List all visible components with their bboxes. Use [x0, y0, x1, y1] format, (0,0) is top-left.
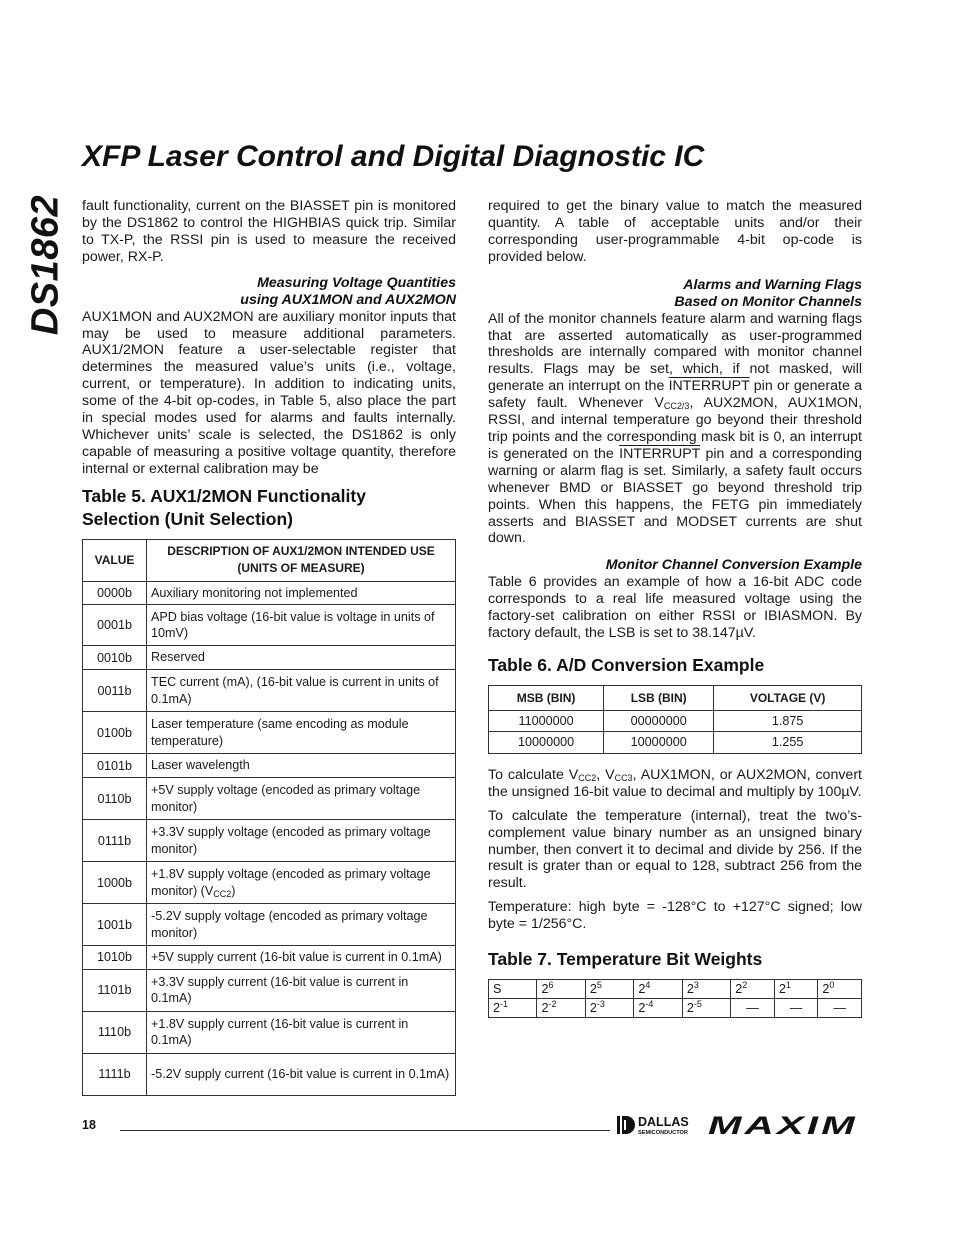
table7-row-2 [489, 999, 862, 1018]
temperature-range-paragraph: Temperature: high byte = -128°C to +127°C signed; low byte = 1/256°C. [488, 899, 862, 933]
weight-exponent: -5 [693, 999, 702, 1010]
table-row [83, 754, 456, 778]
right-intro-paragraph: required to get the binary value to match the measured quantity. A table of acceptable units and/or their corresponding user-programmable 4-bit op-code is provided below. [488, 198, 862, 265]
table-row [83, 581, 456, 605]
table5-value-cell: 0101b [83, 754, 147, 778]
table5-value-cell: 0110b [83, 778, 147, 820]
table5-desc-cell: APD bias voltage (16-bit value is voltage in units of 10mV) [147, 605, 456, 646]
vcc3-subscript: CC3 [614, 772, 633, 783]
table7-dash-cell: — [774, 999, 818, 1018]
vcc23-subscript: CC2/3 [663, 401, 690, 412]
weight-base: 2 [541, 1001, 549, 1016]
table5-title [82, 485, 456, 531]
table5-value-cell: 1001b [83, 904, 147, 946]
table7-weight-cell [489, 999, 537, 1018]
table5-header-desc-line-2: (UNITS OF MEASURE) [237, 561, 365, 576]
table7-sign-cell: S [489, 980, 537, 999]
table7-weight-cell [585, 980, 633, 999]
table7-dash-cell: — [818, 999, 862, 1018]
table7-title: Table 7. Temperature Bit Weights [488, 949, 763, 970]
table5-value-cell: 1111b [83, 1053, 147, 1095]
table5-desc-cell: +3.3V supply current (16-bit value is current in 0.1mA) [147, 969, 456, 1011]
footer-rule [120, 1130, 610, 1131]
table5-value-cell: 1110b [83, 1011, 147, 1053]
weight-base: 2 [735, 982, 743, 997]
table-row [83, 969, 456, 1011]
weight-base: 2 [686, 982, 694, 997]
table7-weight-cell [585, 999, 633, 1018]
calc-voltage-text-3: , AUX1MON, or AUX2MON, convert the unsigned 16-bit value to decimal and multiply by 100µV. [488, 766, 862, 800]
table5-value-cell: 0010b [83, 646, 147, 670]
table7-weight-cell [537, 999, 585, 1018]
table5-value-cell: 0100b [83, 712, 147, 754]
interrupt-signal-name: INTERRUPT [668, 378, 750, 395]
weight-exponent: 3 [693, 980, 699, 991]
table7-weight-cell [682, 999, 730, 1018]
weight-base: 2 [589, 1001, 597, 1016]
alarms-heading-line-1: Alarms and Warning Flags [683, 276, 862, 293]
row-1000b-desc-text: +1.8V supply voltage (encoded as primary voltage monitor) (V [151, 866, 431, 898]
alarms-text-part-4: pin and a corresponding warning or alarm flag is set. Similarly, a safety fault occurs whenever BMD or BIASSET go beyond threshold trip points. When this happens, the FETG pin immediately asserts and BIASSET and MODSET currents are shut down. [488, 445, 862, 547]
weight-base: 2 [493, 1001, 501, 1016]
table6-header-lsb: LSB (BIN) [604, 685, 714, 710]
aux-monitor-paragraph: AUX1MON and AUX2MON are auxiliary monitor inputs that may be used to measure additional parameters. AUX1/2MON feature a user-selectable register that determines the measured value’s units (i.e., voltage, current, or temperature). In addition to indicating units, some of the 4-bit op-codes, in Table 5, also place the part in special modes used for alarms and faults internally. Whichever units’ scale is selected, the DS1862 is only capable of measuring a positive voltage quantity, therefore internal or external calibration may be [82, 308, 456, 477]
row-1000b-close-paren: ) [231, 883, 236, 898]
table-row [83, 1053, 456, 1095]
table5-title-line-1: Table 5. AUX1/2MON Functionality [82, 485, 366, 506]
weight-base: 2 [686, 1001, 694, 1016]
voltage-heading-line-1: Measuring Voltage Quantities [257, 274, 456, 291]
weight-exponent: 0 [829, 980, 835, 991]
voltage-heading-line-2: using AUX1MON and AUX2MON [240, 291, 456, 308]
page-title: XFP Laser Control and Digital Diagnostic IC [82, 140, 705, 173]
dallas-wordmark: DALLAS [638, 1115, 689, 1129]
table5-header-description [147, 539, 456, 581]
table5-desc-cell: Reserved [147, 646, 456, 670]
table5-desc-cell [147, 862, 456, 904]
table6-msb-cell: 11000000 [489, 710, 604, 731]
weight-base: 2 [822, 982, 830, 997]
table7-weight-cell [634, 999, 682, 1018]
table-row [83, 946, 456, 970]
alarms-text-part-1: All of the monitor channels feature alarm and warning flags that are asserted automatically as user-programmed thresholds are internally compared with monitor channel results. Flags may be set, which, if not masked, will generate an interrupt on the [488, 310, 862, 395]
table5-value-cell: 0111b [83, 820, 147, 862]
table7-row-1 [489, 980, 862, 999]
weight-base: 2 [638, 1001, 646, 1016]
vcc2-subscript: CC2 [578, 772, 597, 783]
dallas-semiconductor-logo [616, 1113, 706, 1137]
table7-weight-cell [682, 980, 730, 999]
weight-exponent: -2 [548, 999, 557, 1010]
weight-exponent: -1 [500, 999, 509, 1010]
left-column [82, 198, 456, 1096]
interrupt-signal-name-2: INTERRUPT [619, 445, 701, 462]
table5-desc-cell: +1.8V supply current (16-bit value is current in 0.1mA) [147, 1011, 456, 1053]
table-row [83, 904, 456, 946]
maxim-wordmark: MAXIM [708, 1113, 858, 1137]
weight-exponent: 2 [742, 980, 748, 991]
table6-header-msb: MSB (BIN) [489, 685, 604, 710]
table-row [83, 605, 456, 646]
alarms-heading [488, 277, 862, 311]
table-row [83, 820, 456, 862]
table5-value-cell: 0011b [83, 670, 147, 712]
row-1000b-subscript: CC2 [213, 888, 232, 899]
right-column [488, 198, 862, 1018]
table5-desc-cell: Laser wavelength [147, 754, 456, 778]
maxim-logo [708, 1113, 860, 1137]
alarms-text-part-2: pin or generate a safety fault. Whenever V [488, 378, 862, 412]
table6-header-row [489, 685, 862, 710]
table5-desc-cell: +3.3V supply voltage (encoded as primary voltage monitor) [147, 820, 456, 862]
calc-voltage-text-2: , V [596, 766, 615, 783]
table6-header-voltage: VOLTAGE (V) [714, 685, 862, 710]
calc-temperature-paragraph: To calculate the temperature (internal), treat the two’s-complement value binary number as an unsigned binary number, then convert it to decimal and divide by 256. If the result is grater than or equal to 128, subtract 256 from the result. [488, 807, 862, 892]
table7-dash-cell: — [731, 999, 775, 1018]
weight-exponent: 6 [548, 980, 554, 991]
table5-header-value: VALUE [83, 539, 147, 581]
weight-exponent: -3 [596, 999, 605, 1010]
table-row [83, 862, 456, 904]
side-title-text: DS1862 [24, 194, 67, 336]
weight-exponent: 1 [785, 980, 791, 991]
weight-exponent: 4 [645, 980, 651, 991]
table-row [83, 712, 456, 754]
table5-header-desc-line-1: DESCRIPTION OF AUX1/2MON INTENDED USE [167, 544, 435, 559]
weight-exponent: -4 [645, 999, 654, 1010]
weight-base: 2 [589, 982, 597, 997]
left-intro-paragraph: fault functionality, current on the BIASSET pin is monitored by the DS1862 to control the HIGHBIAS quick trip. Similar to TX-P, the RSSI pin is used to measure the received power, RX-P. [82, 198, 456, 265]
table-row [83, 1011, 456, 1053]
table7-weight-cell [774, 980, 818, 999]
table-row [83, 778, 456, 820]
table5-desc-cell: +5V supply current (16-bit value is current in 0.1mA) [147, 946, 456, 970]
table5-desc-cell: Laser temperature (same encoding as module temperature) [147, 712, 456, 754]
table5 [82, 539, 456, 1096]
table6 [488, 685, 862, 754]
table-row [489, 710, 862, 731]
table5-title-line-2: Selection (Unit Selection) [82, 508, 293, 529]
table-row [83, 670, 456, 712]
weight-base: 2 [638, 982, 646, 997]
weight-base: 2 [778, 982, 786, 997]
weight-base: 2 [541, 982, 549, 997]
table5-desc-cell: +5V supply voltage (encoded as primary voltage monitor) [147, 778, 456, 820]
table-row [489, 731, 862, 753]
table5-value-cell: 0000b [83, 581, 147, 605]
monitor-conversion-paragraph: Table 6 provides an example of how a 16-bit ADC code corresponds to a real life measured voltage using the factory-set calibration on either RSSI or IBIASMON. By factory default, the LSB is set to 38.147µV. [488, 574, 862, 642]
table7 [488, 979, 862, 1018]
page-number: 18 [82, 1118, 96, 1132]
side-part-number [20, 195, 72, 335]
table6-lsb-cell: 00000000 [604, 710, 714, 731]
table5-desc-cell: -5.2V supply current (16-bit value is current in 0.1mA) [147, 1053, 456, 1095]
table7-weight-cell [731, 980, 775, 999]
table5-value-cell: 1010b [83, 946, 147, 970]
weight-exponent: 5 [596, 980, 602, 991]
calc-voltage-text-1: To calculate V [488, 766, 579, 783]
table5-desc-cell: -5.2V supply voltage (encoded as primary voltage monitor) [147, 904, 456, 946]
table6-lsb-cell: 10000000 [604, 731, 714, 753]
table5-value-cell: 1101b [83, 969, 147, 1011]
table7-weight-cell [537, 980, 585, 999]
table6-msb-cell: 10000000 [489, 731, 604, 753]
table-row [83, 646, 456, 670]
table7-weight-cell [634, 980, 682, 999]
table5-header-row [83, 539, 456, 581]
semiconductor-wordmark: SEMICONDUCTOR [638, 1130, 688, 1136]
table5-value-cell: 1000b [83, 862, 147, 904]
table5-desc-cell: Auxiliary monitoring not implemented [147, 581, 456, 605]
alarms-heading-line-2: Based on Monitor Channels [674, 293, 862, 310]
table5-value-cell: 0001b [83, 605, 147, 646]
table6-voltage-cell: 1.255 [714, 731, 862, 753]
calc-voltage-paragraph [488, 767, 862, 801]
table6-title: Table 6. A/D Conversion Example [488, 654, 765, 675]
dallas-d-mark-icon [617, 1116, 635, 1134]
voltage-quantities-heading [82, 275, 456, 309]
table7-weight-cell [818, 980, 862, 999]
alarms-paragraph [488, 311, 862, 548]
monitor-conversion-heading: Monitor Channel Conversion Example [605, 557, 862, 574]
alarms-text-part-3: , AUX2MON, AUX1MON, RSSI, and internal temperature go beyond their threshold trip points and the corresponding mask bit is 0, an interrupt is generated on the [488, 395, 863, 462]
table6-voltage-cell: 1.875 [714, 710, 862, 731]
table5-desc-cell: TEC current (mA), (16-bit value is current in units of 0.1mA) [147, 670, 456, 712]
